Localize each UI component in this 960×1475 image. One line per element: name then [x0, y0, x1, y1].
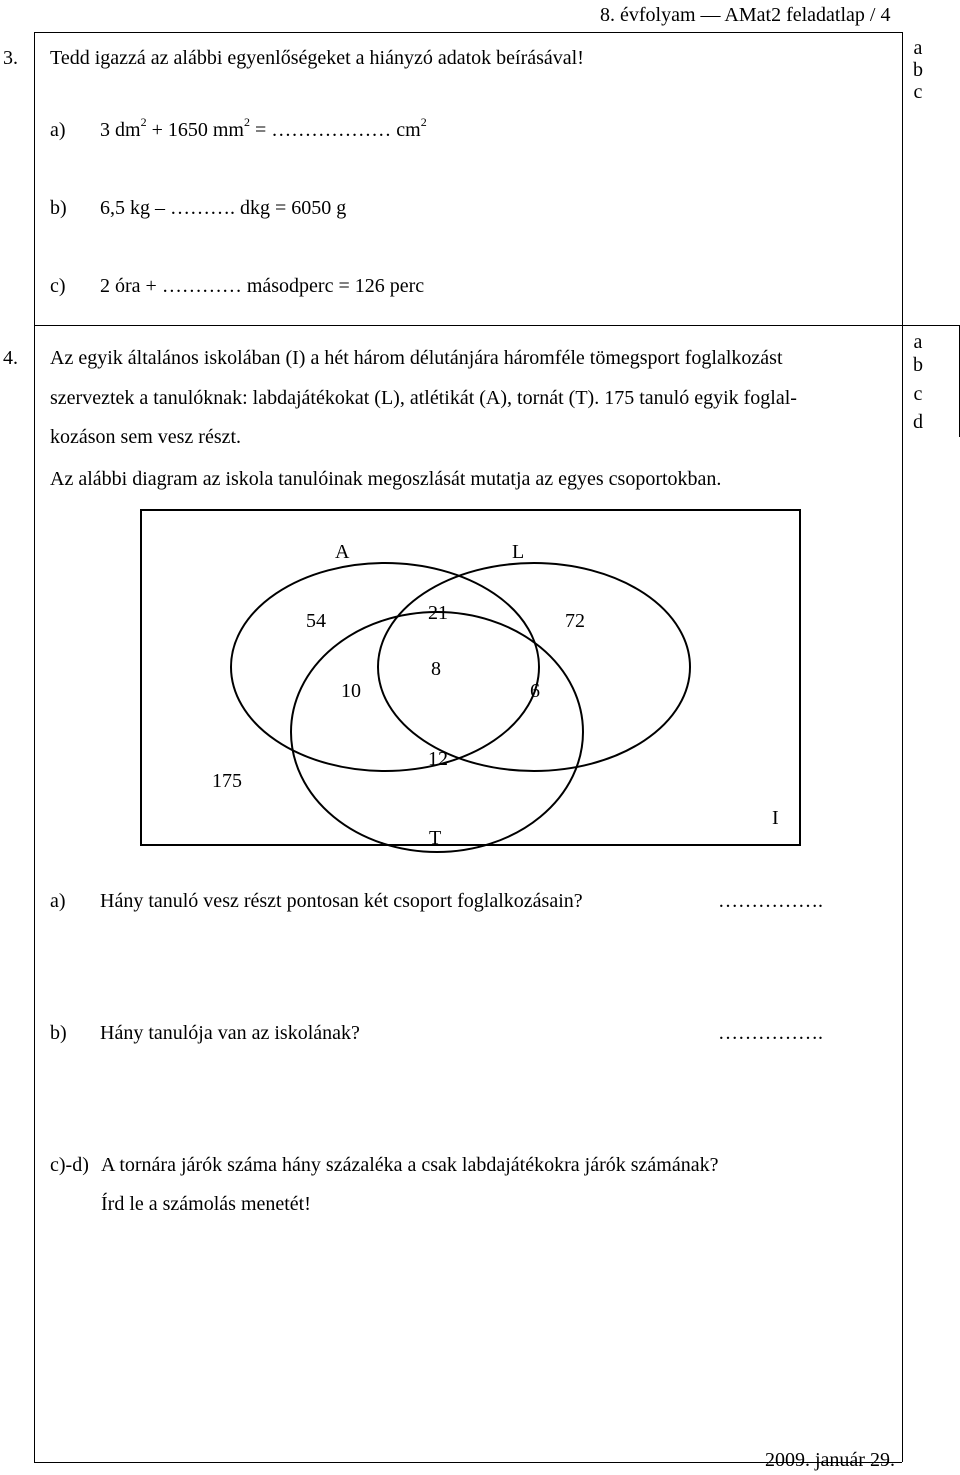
task3-item-b-label: b) [50, 197, 67, 219]
task4-score-b: b [913, 354, 923, 376]
set-l-label: L [512, 541, 525, 563]
region-only-t: 12 [428, 748, 448, 770]
region-only-a: 54 [306, 610, 326, 632]
task4-score-a: a [913, 331, 923, 353]
region-a-l: 21 [428, 602, 448, 624]
task4-score-d: d [913, 411, 923, 433]
task4-score-c: c [913, 383, 923, 405]
question-cd-label: c)-d) [50, 1154, 89, 1176]
question-a-label: a) [50, 890, 66, 912]
footer-date: 2009. január 29. [765, 1449, 895, 1471]
task4-para1-line1: Az egyik általános iskolában (I) a hét három délutánjára háromféle tömegsport foglalkozást [50, 347, 783, 369]
universe-label: I [772, 807, 779, 829]
question-a-answer-blank[interactable]: ……………. [718, 890, 823, 912]
question-b-answer-blank[interactable]: ……………. [718, 1022, 823, 1044]
universe-rectangle [141, 510, 800, 845]
region-a-l-t: 8 [431, 658, 441, 680]
region-only-l: 72 [565, 610, 585, 632]
region-none: 175 [212, 770, 242, 792]
task3-score-c: c [913, 81, 923, 103]
task4-para1-line2: szerveztek a tanulóknak: labdajátékokat (L), atlétikát (A), tornát (T). 175 tanuló egyik foglal- [50, 387, 797, 409]
page-header: 8. évfolyam — AMat2 feladatlap / 4 [600, 4, 891, 26]
task3-item-c: 2 óra + ………… másodperc = 126 perc [100, 275, 425, 297]
task3-item-a-label: a) [50, 119, 66, 141]
question-b-text: Hány tanulója van az iskolának? [100, 1022, 360, 1044]
question-cd-text2: Írd le a számolás menetét! [101, 1193, 311, 1215]
task4-para2: Az alábbi diagram az iskola tanulóinak megoszlását mutatja az egyes csoportokban. [50, 468, 722, 490]
question-cd-text: A tornára járók száma hány százaléka a csak labdajátékokra járók számának? [101, 1154, 719, 1176]
exponent: 2 [243, 115, 250, 130]
question-a-text: Hány tanuló vesz részt pontosan két csoport foglalkozásain? [100, 890, 583, 912]
question-b-label: b) [50, 1022, 67, 1044]
task3-item-c-label: c) [50, 275, 66, 297]
task3-item-a-part2: + 1650 mm [146, 119, 244, 141]
task4-number: 4. [3, 347, 18, 369]
exponent: 2 [420, 115, 427, 130]
task3-item-b: 6,5 kg – ………. dkg = 6050 g [100, 197, 347, 219]
set-a-label: A [335, 541, 350, 563]
set-l-ellipse [378, 563, 690, 771]
task3-title: Tedd igazzá az alábbi egyenlőségeket a hiányzó adatok beírásával! [50, 47, 584, 69]
set-t-label: T [429, 827, 442, 849]
task3-item-a-part3: = ……………… cm [249, 119, 421, 141]
task3-item-a-part1: 3 dm [100, 119, 141, 141]
region-a-t: 10 [341, 680, 361, 702]
exponent: 2 [140, 115, 147, 130]
task3-score-a: a [913, 37, 923, 59]
task4-para1-line3: kozáson sem vesz részt. [50, 426, 242, 448]
task3-score-b: b [913, 59, 923, 81]
region-l-t: 6 [530, 680, 540, 702]
set-a-ellipse [231, 563, 539, 771]
task3-number: 3. [3, 47, 18, 69]
